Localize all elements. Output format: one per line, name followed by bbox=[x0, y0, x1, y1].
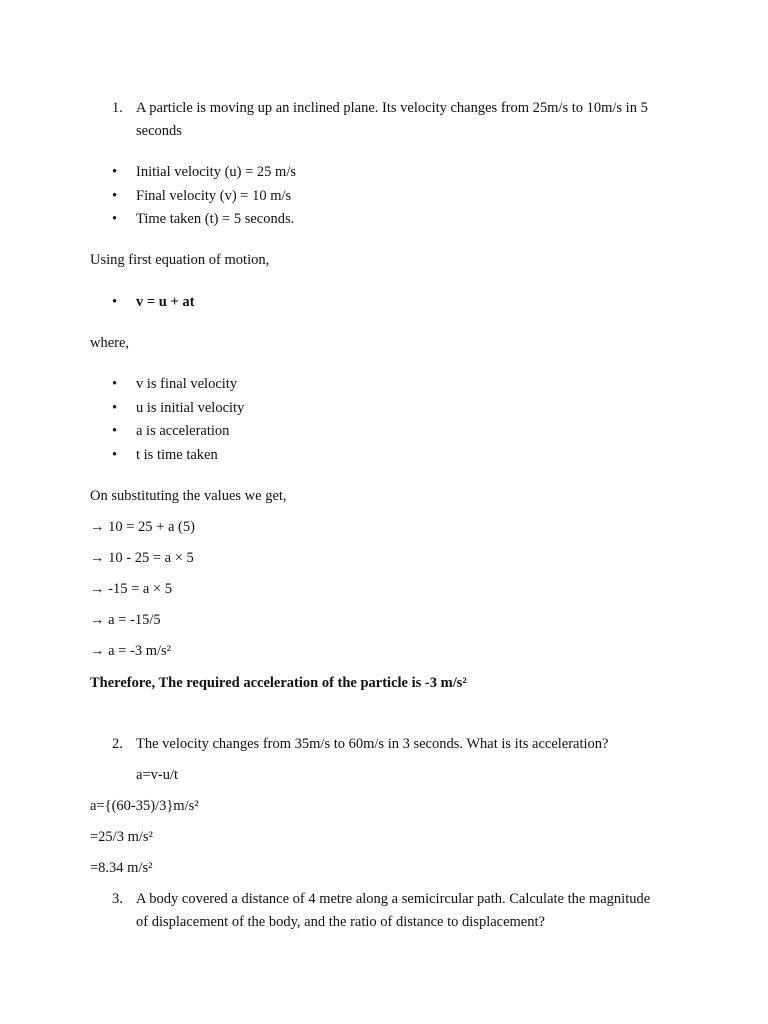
bullet-icon bbox=[112, 292, 117, 312]
q3-text-line1: A body covered a distance of 4 metre along a semicircular path. Calculate the magnitude bbox=[136, 891, 651, 907]
q1-conclusion: Therefore, The required acceleration of the particle is -3 m/s² bbox=[90, 675, 467, 691]
q3-number: 3. bbox=[112, 891, 123, 907]
q1-number: 1. bbox=[112, 100, 123, 116]
q1-given-final-velocity: Final velocity (v) = 10 m/s bbox=[136, 188, 292, 204]
q1-text-line2: seconds bbox=[136, 123, 182, 139]
bullet-icon bbox=[112, 421, 117, 441]
q1-where: where, bbox=[90, 335, 130, 351]
q2-step-2: =25/3 m/s² bbox=[90, 829, 153, 845]
bullet-icon bbox=[112, 209, 117, 229]
q3-text-line2: of displacement of the body, and the ratio of distance to displacement? bbox=[136, 914, 545, 930]
bullet-icon bbox=[112, 374, 117, 394]
bullet-icon bbox=[112, 162, 117, 182]
q1-substitute: On substituting the values we get, bbox=[90, 488, 287, 504]
bullet-icon bbox=[112, 398, 117, 418]
q1-step-2: → 10 - 25 = a × 5 bbox=[90, 550, 194, 566]
bullet-icon bbox=[112, 186, 117, 206]
q1-def-t: t is time taken bbox=[136, 447, 218, 463]
q1-step-4: → a = -15/5 bbox=[90, 612, 161, 628]
q2-step-3: =8.34 m/s² bbox=[90, 860, 153, 876]
q1-step-1: → 10 = 25 + a (5) bbox=[90, 519, 195, 535]
q1-def-v: v is final velocity bbox=[136, 376, 238, 392]
q1-step-5: → a = -3 m/s² bbox=[90, 643, 171, 659]
q1-def-u: u is initial velocity bbox=[136, 400, 245, 416]
q1-equation: v = u + at bbox=[136, 294, 195, 310]
q2-step-1: a={(60-35)/3}m/s² bbox=[90, 798, 199, 814]
bullet-icon bbox=[112, 445, 117, 465]
q1-given-initial-velocity: Initial velocity (u) = 25 m/s bbox=[136, 164, 296, 180]
q2-formula: a=v-u/t bbox=[136, 767, 178, 783]
q1-text-line1: A particle is moving up an inclined plane. Its velocity changes from 25m/s to 10m/s in 5 bbox=[136, 100, 648, 116]
q1-intro: Using first equation of motion, bbox=[90, 252, 270, 268]
q2-question: The velocity changes from 35m/s to 60m/s in 3 seconds. What is its acceleration? bbox=[136, 736, 609, 752]
q1-given-time: Time taken (t) = 5 seconds. bbox=[136, 211, 295, 227]
q2-number: 2. bbox=[112, 736, 123, 752]
q1-step-3: → -15 = a × 5 bbox=[90, 581, 172, 597]
q1-def-a: a is acceleration bbox=[136, 423, 230, 439]
